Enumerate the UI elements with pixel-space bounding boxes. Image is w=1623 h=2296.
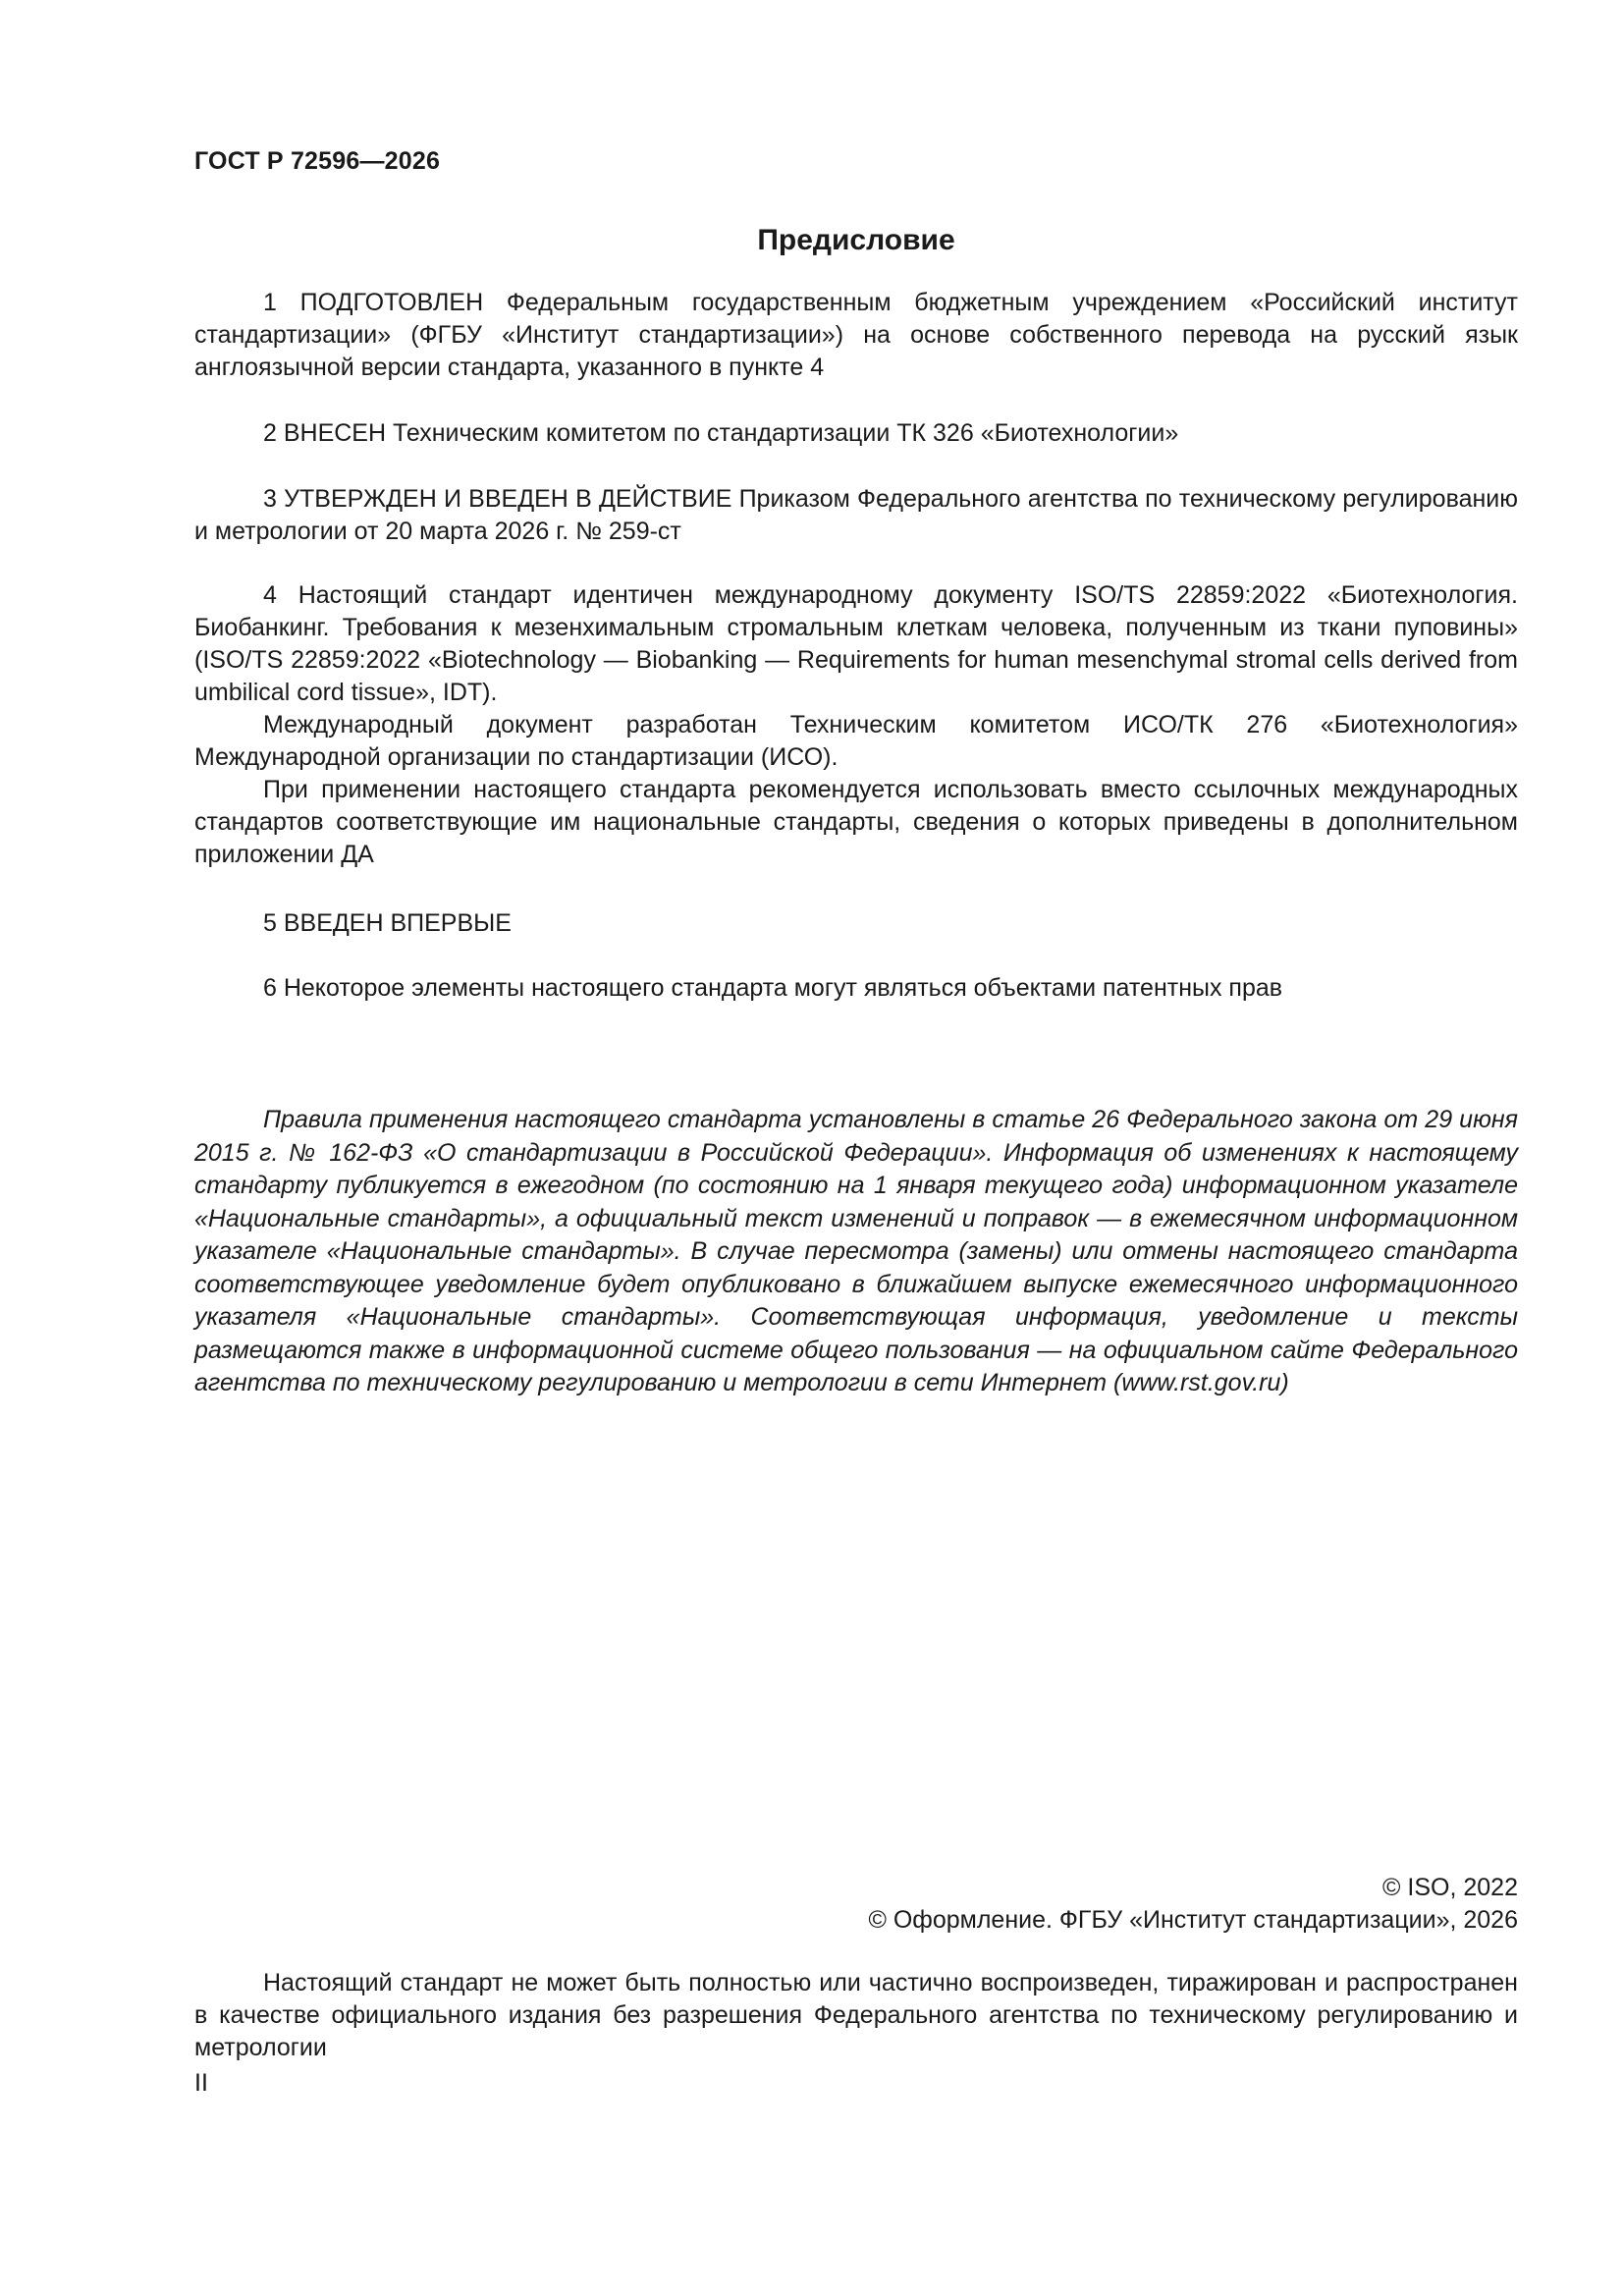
reproduction-notice: Настоящий стандарт не может быть полностью или частично воспроизведен, тиражирован и распространен в качестве официального издания без разрешения Федерального агентства по техническому регулированию и метрологии — [194, 1969, 1518, 2061]
foreword-item-1 — [194, 287, 1518, 384]
design-copyright: © Оформление. ФГБУ «Институт стандартизации», 2026 — [868, 1906, 1518, 1934]
foreword-paragraph: 6 Некоторое элементы настоящего стандарта могут являться объектами патентных прав — [263, 974, 1283, 1002]
foreword-paragraph: 2 ВНЕСЕН Техническим комитетом по стандартизации ТК 326 «Биотехнологии» — [263, 419, 1179, 447]
foreword-paragraph: 3 УТВЕРЖДЕН И ВВЕДЕН В ДЕЙСТВИЕ Приказом Федерального агентства по техническому регулированию и метрологии от 20 марта 2026 г. № 259-ст — [194, 485, 1518, 545]
foreword-paragraph: 5 ВВЕДЕН ВПЕРВЫЕ — [263, 909, 512, 937]
iso-copyright: © ISO, 2022 — [1382, 1874, 1518, 1901]
foreword-item-5 — [194, 907, 1518, 940]
rules-note: Правила применения настоящего стандарта установлены в статье 26 Федерального закона от 29 июня 2015 г. № 162-ФЗ «О стандартизации в Российской Федерации». Информация об изменениях к настоящему стандарту публикуется в ежегодном (по состоянию на 1 января текущего года) информационном указателе «Национальные стандарты», а официальный текст изменений и поправок — в ежемесячном информационном указателе «Национальные стандарты». В случае пересмотра (замены) или отмены настоящего стандарта соответствующее уведомление будет опубликовано в ближайшем выпуске ежемесячного информационного указателя «Национальные стандарты». Соответствующая информация, уведомление и тексты размещаются также в информационной системе общего пользования — на официальном сайте Федерального агентства по техническому регулированию и метрологии в сети Интернет (www.rst.gov.ru) — [194, 1106, 1518, 1396]
foreword-paragraph: 1 ПОДГОТОВЛЕН Федеральным государственным бюджетным учреждением «Российский институт стандартизации» (ФГБУ «Институт стандартизации») на основе собственного перевода на русский язык англоязычной версии стандарта, указанного в пункте 4 — [194, 289, 1518, 381]
foreword-paragraph: Международный документ разработан Техническим комитетом ИСО/ТК 276 «Биотехнология» Международной организации по стандартизации (ИСО). — [194, 711, 1518, 771]
foreword-paragraph: 4 Настоящий стандарт идентичен международному документу ISO/TS 22859:2022 «Биотехнология. Биобанкинг. Требования к мезенхимальным стромальным клеткам человека, полученным из ткани пуповины» (ISO/TS 22859:2022 «Biotechnology — Biobanking — Requirements for human mesenchymal stromal cells derived from umbilical cord tissue», IDT). — [194, 581, 1518, 706]
foreword-item-6 — [194, 972, 1518, 1005]
page-number: II — [194, 2069, 208, 2097]
foreword-item-3 — [194, 483, 1518, 548]
standard-code: ГОСТ Р 72596—2026 — [194, 147, 441, 175]
foreword-item-2 — [194, 417, 1518, 450]
foreword-paragraph: При применении настоящего стандарта рекомендуется использовать вместо ссылочных международных стандартов соответствующие им национальные стандарты, сведения о которых приведены в дополнительном приложении ДА — [194, 776, 1518, 868]
copyright-block — [868, 1872, 1518, 1937]
page-title: Предисловие — [757, 224, 955, 256]
foreword-item-4 — [194, 579, 1518, 871]
